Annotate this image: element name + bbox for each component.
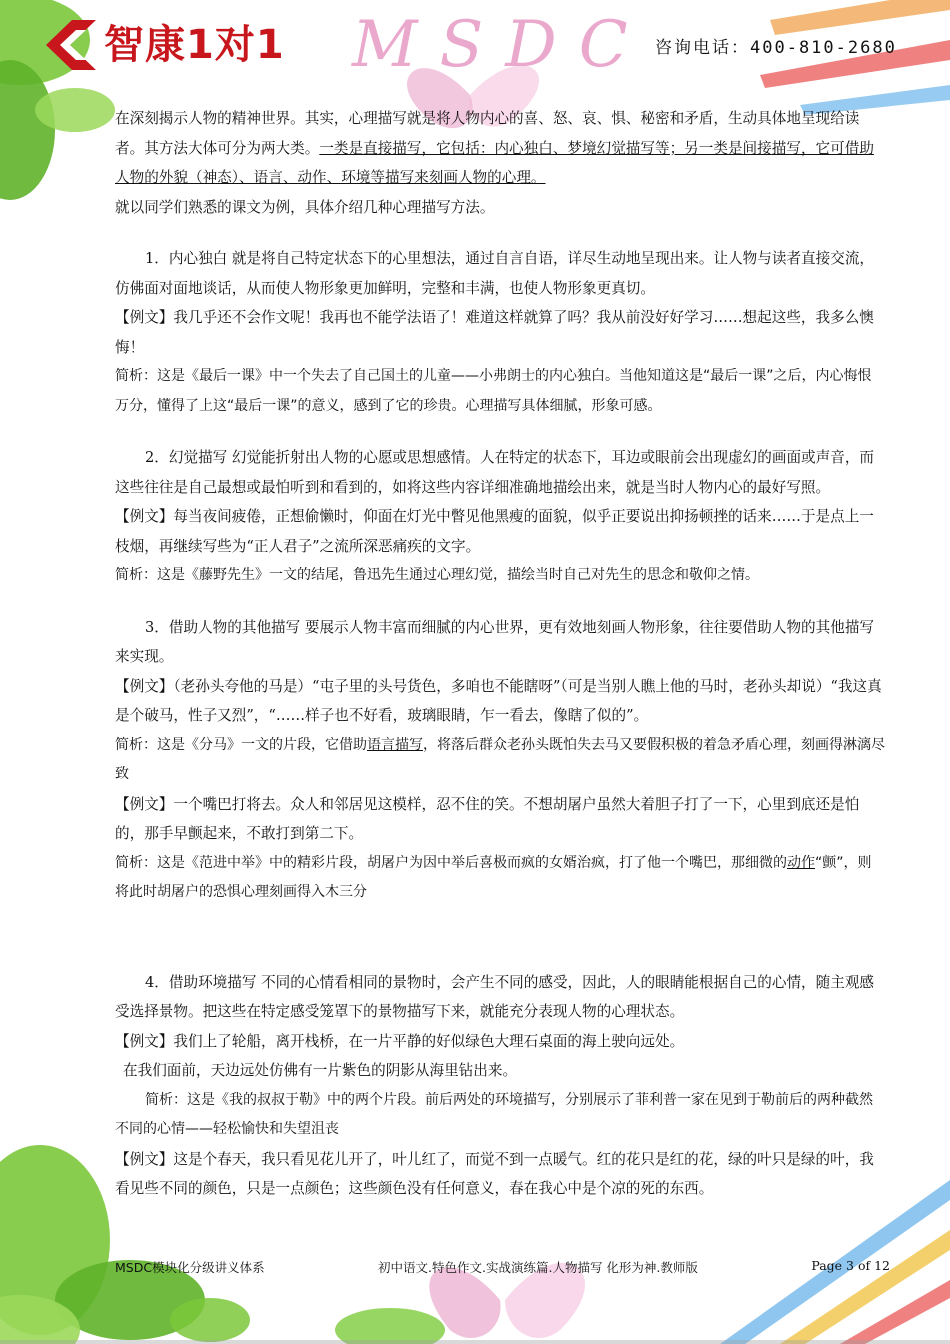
- section-3-analysis-1: 简析：这是《分马》一文的片段，它借助语言描写，将落后群众老孙头既怕失去马又要假积极的着急矛盾心理，刻画得淋漓尽致: [115, 736, 885, 782]
- section-2-title: 2．幻觉描写 幻觉能折射出人物的心愿或思想感情。人在特定的状态下，耳边或眼前会出现虚幻的画面或声音，而这些往往是自己最想或最怕听到和看到的，如将这些内容详细准确地描绘出来，就是当时人物内心的最好写照。: [115, 449, 875, 496]
- section-1-example: 【例文】我几乎还不会作文呢！我再也不能学法语了！难道这样就算了吗？我从前没好好学习……想起这些，我多么懊悔！: [115, 309, 874, 356]
- document-body: [115, 104, 885, 1204]
- intro-paragraph: 在深刻揭示人物的精神世界。其实，心理描写就是将人物内心的喜、怒、哀、惧、秘密和矛盾，生动具体地呈现给读者。其方法大体可分为两大类。一类是直接描写，它包括：内心独白、梦境幻觉描写等；另一类是间接描写，它可借助人物的外貌（神态）、语言、动作、环境等描写来刻画人物的心理。: [115, 110, 874, 186]
- section-1-title: 1．内心独白 就是将自己特定状态下的心里想法，通过自言自语，详尽生动地呈现出来。让人物与读者直接交流，仿佛面对面地谈话，从而使人物形象更加鲜明，完整和丰满，也使人物形象更真切。: [115, 250, 875, 297]
- page-footer: [115, 1258, 890, 1276]
- section-4-example-1a: 【例文】我们上了轮船，离开栈桥，在一片平静的好似绿色大理石桌面的海上驶向远处。: [115, 1032, 685, 1050]
- section-4-title: 4．借助环境描写 不同的心情看相同的景物时，会产生不同的感受，因此，人的眼睛能根据自己的心情，随主观感受选择景物。把这些在特定感受笼罩下的景物描写下来，就能充分表现人物的心理状态。: [115, 973, 875, 1020]
- section-2-analysis: 简析：这是《藤野先生》一文的结尾，鲁迅先生通过心理幻觉，描绘当时自己对先生的思念和敬仰之情。: [115, 567, 759, 583]
- hotline: 咨询电话：400-810-2680: [655, 38, 897, 58]
- brand-name: 智康1对1: [104, 22, 285, 68]
- brand-logo-icon: [42, 18, 98, 72]
- section-3-example-1: 【例文】（老孙头夸他的马是）“屯子里的头号货色，多咱也不能瞎呀”（可是当别人瞧上他的马时，老孙头却说）“我这真是个破马，性子又烈”，“……样子也不好看，玻璃眼睛，乍一看去，像瞎了似的”。: [115, 677, 882, 724]
- section-3-title: 3．借助人物的其他描写 要展示人物丰富而细腻的内心世界，更有效地刻画人物形象，往往要借助人物的其他描写来实现。: [115, 618, 875, 665]
- footer-course: 初中语文.特色作文.实战演练篇.人物描写 化形为神.教师版: [378, 1260, 698, 1275]
- section-3-analysis-2: 简析：这是《范进中举》中的精彩片段，胡屠户为因中举后喜极而疯的女婿治疯，打了他一个嘴巴，那细微的动作“颤”，则将此时胡屠户的恐惧心理刻画得入木三分: [115, 854, 872, 900]
- page-header: [0, 0, 950, 100]
- section-1-analysis: 简析：这是《最后一课》中一个失去了自己国土的儿童——小弗朗士的内心独白。当他知道这是“最后一课”之后，内心悔恨万分，懂得了上这“最后一课”的意义，感到了它的珍贵。心理描写具体细腻，形象可感。: [115, 368, 872, 414]
- brand-logo: [42, 18, 285, 72]
- intro-closing: 就以同学们熟悉的课文为例，具体介绍几种心理描写方法。: [115, 198, 495, 216]
- section-2-example: 【例文】每当夜间疲倦，正想偷懒时，仰面在灯光中瞥见他黑瘦的面貌，似乎正要说出抑扬顿挫的话来……于是点上一枝烟，再继续写些为“正人君子”之流所深恶痛疾的文字。: [115, 508, 874, 555]
- msdc-watermark: MSDC: [352, 8, 650, 82]
- section-4-example-2: 【例文】这是个春天，我只看见花儿开了，叶儿红了，而觉不到一点暖气。红的花只是红的花，绿的叶只是绿的叶，我看见些不同的颜色，只是一点颜色；这些颜色没有任何意义，春在我心中是个凉的死的东西。: [115, 1150, 874, 1197]
- section-4-example-1b: 在我们面前，天边远处仿佛有一片紫色的阴影从海里钻出来。: [123, 1062, 518, 1079]
- footer-page-number: Page 3 of 12: [811, 1258, 890, 1273]
- footer-series: MSDC模块化分级讲义体系: [115, 1260, 265, 1275]
- section-4-analysis-1: 简析：这是《我的叔叔于勒》中的两个片段。前后两处的环境描写，分别展示了菲利普一家在见到于勒前后的两种截然不同的心情——轻松愉快和失望沮丧: [115, 1091, 873, 1137]
- section-3-example-2: 【例文】一个嘴巴打将去。众人和邻居见这模样，忍不住的笑。不想胡屠户虽然大着胆子打了一下，心里到底还是怕的，那手早颤起来，不敢打到第二下。: [115, 795, 860, 842]
